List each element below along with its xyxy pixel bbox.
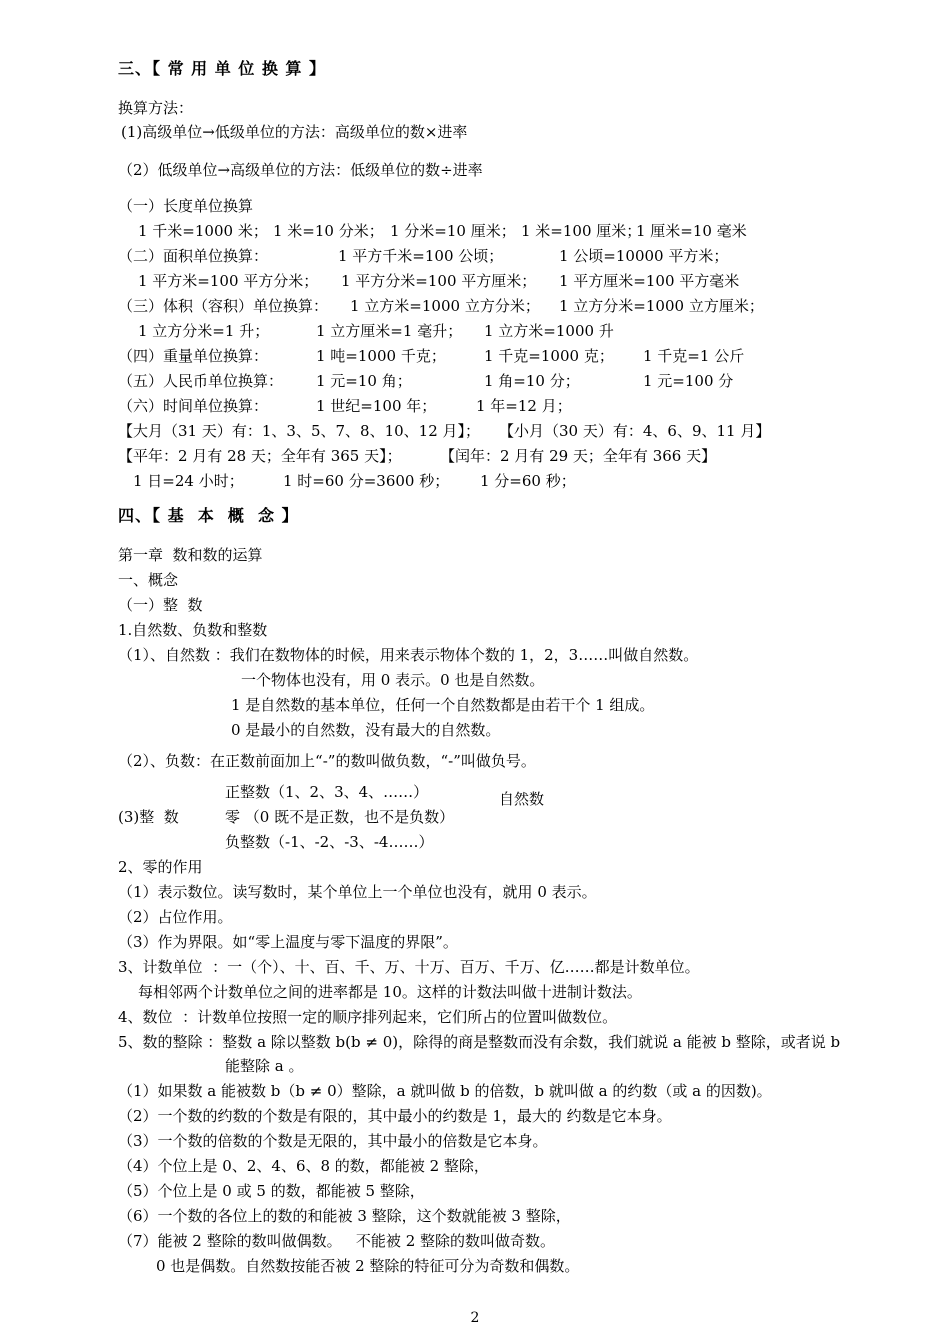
counting-unit-note: 每相邻两个计数单位之间的进率都是 10。这样的计数法叫做十进制计数法。 — [138, 983, 642, 1001]
length-item: 1 千米=1000 米； — [138, 222, 268, 240]
weight-item: 1 千克=1 公斤 — [643, 347, 745, 365]
area-item: 1 平方米=100 平方分米； — [138, 272, 319, 290]
time-item: 1 时=60 分=3600 秒； — [283, 472, 450, 490]
rmb-item: 1 角=10 分； — [484, 372, 580, 390]
length-item: 1 米=10 分米； — [273, 222, 384, 240]
divisibility-definition-cont: 能整除 a 。 — [225, 1057, 304, 1075]
volume-item: 1 立方米=1000 立方分米； — [350, 297, 540, 315]
sub-title: （一）整 数 — [118, 596, 203, 614]
volume-item: 1 立方米=1000 升 — [484, 322, 614, 340]
zero-integer: 零 （0 既不是正数，也不是负数） — [225, 808, 455, 826]
time-item: 1 日=24 小时； — [133, 472, 244, 490]
part-title: 一、概念 — [118, 571, 179, 589]
rmb-item: 1 元=100 分 — [643, 372, 734, 390]
natural-number-note: 一个物体也没有，用 0 表示。0 也是自然数。 — [241, 671, 545, 689]
common-year: 【平年：2 月有 28 天；全年有 365 天】； — [118, 447, 402, 465]
counting-unit-definition: 3、计数单位 ：一（个）、十、百、千、万、十万、百万、千万、亿……都是计数单位。 — [118, 958, 700, 976]
method-1: (1)高级单位→低级单位的方法：高级单位的数×进率 — [121, 123, 468, 141]
natural-number-definition: （1）、自然数 ：我们在数物体的时候，用来表示物体个数的 1，2，3……叫做自然数。 — [118, 646, 699, 664]
time-title: （六）时间单位换算： — [118, 397, 269, 415]
area-item: 1 平方分米=100 平方厘米； — [341, 272, 537, 290]
divisibility-rule: （7）能被 2 整除的数叫做偶数。 不能被 2 整除的数叫做奇数。 — [118, 1232, 556, 1250]
divisibility-rule: （1）如果数 a 能被数 b（b ≠ 0）整除，a 就叫做 b 的倍数，b 就叫做 a 的约数（或 a 的因数)。 — [118, 1082, 772, 1100]
section-heading-unit-conversion: 三、【 常 用 单 位 换 算 】 — [118, 59, 326, 78]
area-item: 1 公顷=10000 平方米； — [559, 247, 729, 265]
zero-role-title: 2、零的作用 — [118, 858, 203, 876]
length-item: 1 米=100 厘米； — [521, 222, 642, 240]
method-2: （2）低级单位→高级单位的方法：低级单位的数÷进率 — [118, 161, 483, 179]
area-item: 1 平方厘米=100 平方毫米 — [559, 272, 740, 290]
volume-item: 1 立方分米=1000 立方厘米； — [559, 297, 764, 315]
negative-number-definition: （2）、负数：在正数前面加上“-”的数叫做负数，“-”叫做负号。 — [118, 752, 536, 770]
divisibility-rule: （3）一个数的倍数的个数是无限的，其中最小的倍数是它本身。 — [118, 1132, 548, 1150]
zero-role-item: （1）表示数位。读写数时，某个单位上一个单位也没有，就用 0 表示。 — [118, 883, 597, 901]
zero-role-item: （2）占位作用。 — [118, 908, 233, 926]
positive-integer: 正整数（1、2、3、4、……） — [225, 783, 429, 801]
length-item: 1 厘米=10 毫米 — [636, 222, 747, 240]
section-heading-basic-concepts: 四、【 基 本 概 念 】 — [118, 506, 299, 525]
area-title: （二）面积单位换算： — [118, 247, 269, 265]
divisibility-note: 0 也是偶数。自然数按能否被 2 整除的特征可分为奇数和偶数。 — [156, 1257, 580, 1275]
zero-role-item: （3）作为界限。如“零上温度与零下温度的界限”。 — [118, 933, 458, 951]
method-title: 换算方法： — [118, 99, 194, 117]
divisibility-definition: 5、数的整除 ：整数 a 除以整数 b(b ≠ 0)，除得的商是整数而没有余数，我们就说 a 能被 b 整除，或者说 b — [118, 1033, 841, 1051]
natural-number-note: 1 是自然数的基本单位，任何一个自然数都是由若干个 1 组成。 — [231, 696, 655, 714]
integer-label: (3)整 数 — [118, 808, 179, 826]
negative-integer: 负整数（-1、-2、-3、-4……） — [225, 833, 434, 851]
big-month: 【大月（31 天）有：1、3、5、7、8、10、12 月】； — [118, 422, 481, 440]
divisibility-rule: （6）一个数的各位上的数的和能被 3 整除，这个数就能被 3 整除， — [118, 1207, 571, 1225]
time-item: 1 分=60 秒； — [480, 472, 576, 490]
weight-item: 1 千克=1000 克； — [484, 347, 614, 365]
length-item: 1 分米=10 厘米； — [390, 222, 516, 240]
volume-title: （三）体积（容积）单位换算： — [118, 297, 329, 315]
area-item: 1 平方千米=100 公顷； — [338, 247, 504, 265]
weight-title: （四）重量单位换算： — [118, 347, 269, 365]
volume-item: 1 立方分米=1 升； — [138, 322, 270, 340]
weight-item: 1 吨=1000 千克； — [316, 347, 446, 365]
leap-year: 【闰年：2 月有 29 天；全年有 366 天】 — [440, 447, 717, 465]
small-month: 【小月（30 天）有：4、6、9、11 月】 — [499, 422, 771, 440]
volume-item: 1 立方厘米=1 毫升； — [316, 322, 463, 340]
chapter-title: 第一章 数和数的运算 — [118, 546, 263, 564]
rmb-item: 1 元=10 角； — [316, 372, 412, 390]
divisibility-rule: （2）一个数的约数的个数是有限的，其中最小的约数是 1，最大的 约数是它本身。 — [118, 1107, 672, 1125]
rmb-title: （五）人民币单位换算： — [118, 372, 284, 390]
natural-number-group-label: 自然数 — [499, 790, 545, 808]
time-item: 1 年=12 月； — [476, 397, 572, 415]
page-number: 2 — [470, 1310, 480, 1326]
divisibility-rule: （4）个位上是 0、2、4、6、8 的数，都能被 2 整除， — [118, 1157, 489, 1175]
item-title: 1.自然数、负数和整数 — [118, 621, 268, 639]
time-item: 1 世纪=100 年； — [316, 397, 437, 415]
natural-number-note: 0 是最小的自然数，没有最大的自然数。 — [231, 721, 501, 739]
divisibility-rule: （5）个位上是 0 或 5 的数，都能被 5 整除， — [118, 1182, 425, 1200]
length-title: （一）长度单位换算 — [118, 197, 254, 215]
digit-place-definition: 4、数位 ：计数单位按照一定的顺序排列起来，它们所占的位置叫做数位。 — [118, 1008, 618, 1026]
